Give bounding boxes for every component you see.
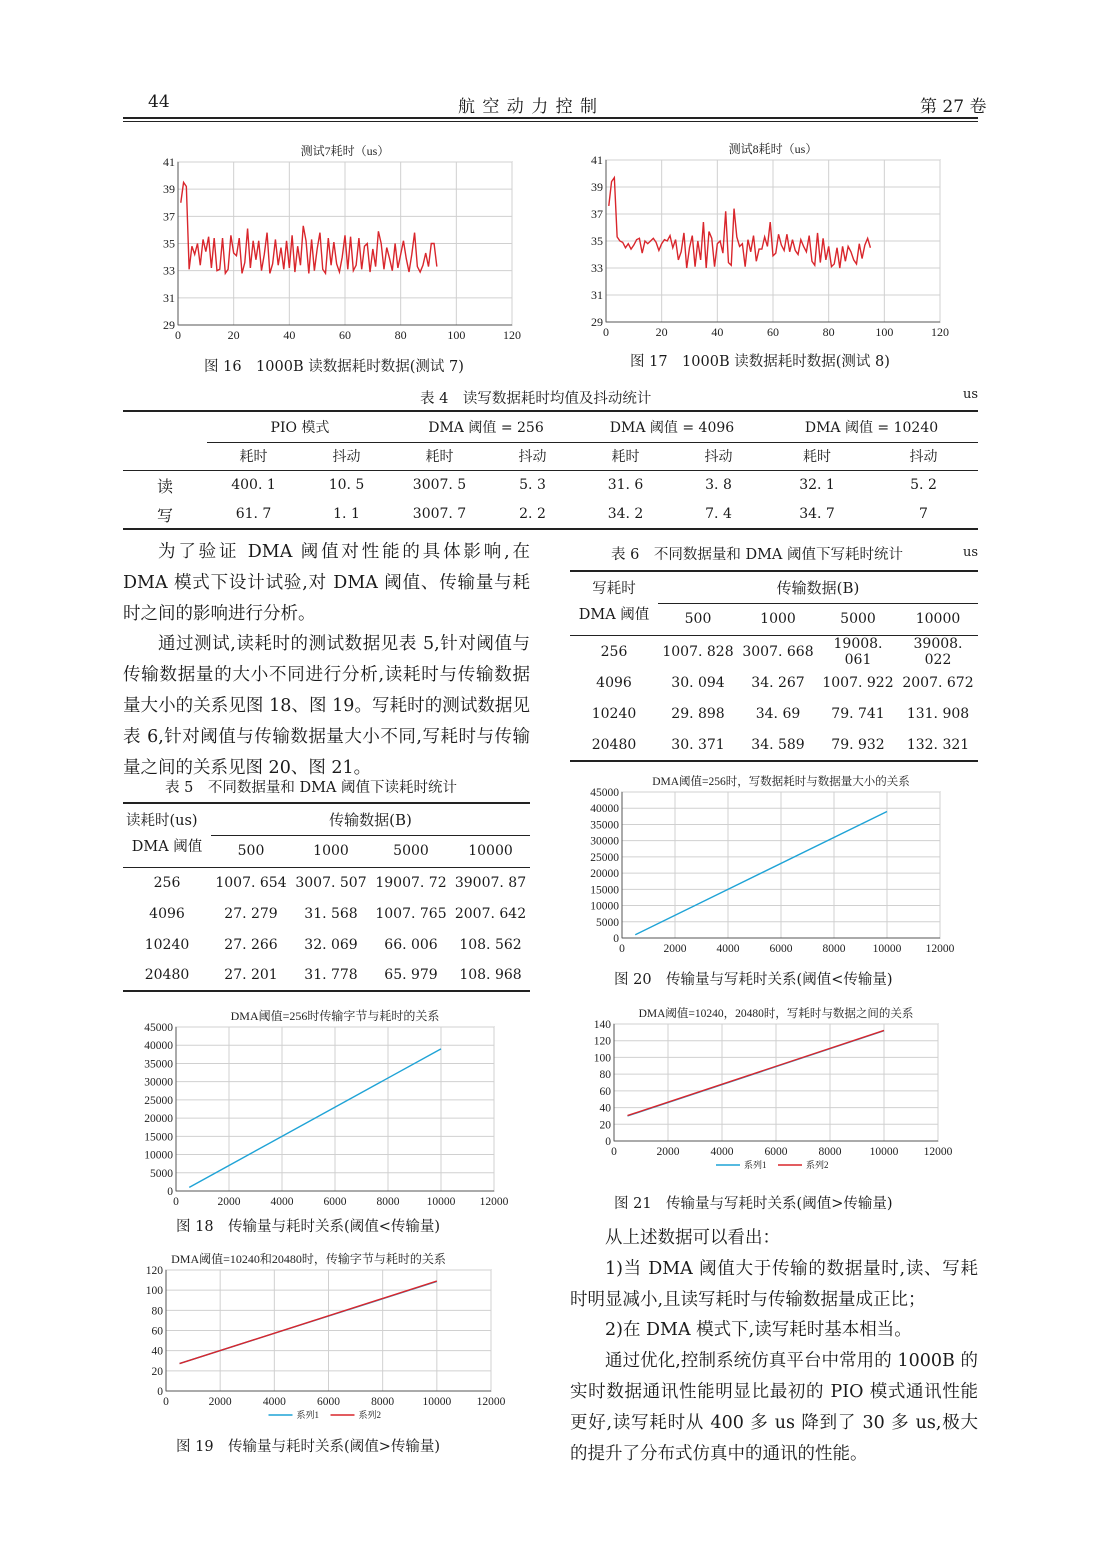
table-cell: 1007. 922 [822,675,894,691]
y-tick-label: 15000 [590,884,619,897]
page-number: 44 [148,92,170,112]
y-tick-label: 40000 [590,803,619,816]
legend-label: 系列1 [744,1160,767,1170]
chart-title: DMA阈值=10240，20480时，写耗时与数据之间的关系 [638,1008,914,1020]
table-cell: 5. 2 [910,477,937,494]
table-cell: 27. 279 [224,905,278,922]
table-cell: 1. 1 [333,506,360,522]
x-tick-label: 40 [283,328,296,342]
table-row [123,470,978,500]
x-tick-label: 20 [227,328,240,342]
x-tick-label: 12000 [923,1146,953,1158]
table-cell: 3007. 507 [295,874,367,891]
y-tick-label: 31 [591,288,603,302]
table-cell: 3. 8 [705,477,732,494]
y-tick-label: 39 [163,182,175,197]
x-tick-label: 4000 [716,943,740,955]
table-row-label: 10240 [591,706,637,722]
table-6-col: 10000 [915,611,961,627]
table-4-row-label: 写 [156,505,173,525]
table-cell: 3007. 5 [412,477,467,494]
table-row [123,867,530,898]
x-tick-label: 100 [447,328,466,342]
table-row-label: 256 [600,643,628,660]
table-cell: 7 [919,506,928,522]
table-4-row-label: 读 [156,476,173,496]
y-tick-label: 100 [593,1052,611,1065]
table-cell: 39008. 022 [913,635,963,668]
table-4-sub: 抖动 [704,449,733,465]
table-cell: 400. 1 [231,477,276,494]
y-tick-label: 37 [163,209,175,224]
chart-title: 测试8耗时（us） [728,142,818,156]
table-4-sub: 抖动 [518,449,547,465]
x-tick-label: 100 [875,325,894,339]
table-cell: 1007. 765 [375,905,447,922]
y-tick-label: 33 [591,261,603,275]
y-tick-label: 35 [591,234,603,248]
figure-17-chart [578,140,958,345]
y-tick-label: 20000 [144,1113,173,1126]
table-cell: 61. 7 [235,506,272,522]
table-4-sub: 耗时 [239,449,268,465]
right-body-text [570,1223,978,1469]
figure-18-caption: 图 18 传输量与耗时关系(阈值<传输量) [176,1219,441,1235]
x-tick-label: 12000 [925,943,955,955]
table-cell: 34. 589 [751,736,805,753]
table-cell: 108. 968 [459,967,522,983]
y-tick-label: 39 [591,180,603,194]
x-tick-label: 0 [175,328,181,342]
chart-title: DMA阈值=256时传输字节与耗时的关系 [230,1009,440,1023]
x-tick-label: 4000 [270,1196,294,1208]
x-tick-label: 0 [611,1146,617,1158]
figure-19-caption: 图 19 传输量与耗时关系(阈值>传输量) [176,1439,441,1455]
x-tick-label: 10000 [426,1196,456,1208]
x-tick-label: 2000 [217,1196,241,1208]
table-row [123,929,530,960]
x-tick-label: 8000 [371,1396,395,1408]
table-cell: 34. 2 [607,506,644,522]
table-cell: 19008. 061 [833,635,883,668]
table-row-label: 256 [153,874,181,891]
y-tick-label: 10000 [590,900,619,913]
y-tick-label: 29 [591,315,603,329]
table-row [570,730,978,761]
x-tick-label: 4000 [710,1146,734,1158]
y-tick-label: 120 [145,1265,163,1277]
table-cell: 34. 267 [751,675,805,691]
x-tick-label: 2000 [208,1396,232,1408]
table-cell: 132. 321 [906,736,970,753]
table-4-group: PIO 模式 [207,411,393,442]
table-row-label: 20480 [591,736,637,753]
y-tick-label: 40 [599,1102,611,1115]
table-cell: 2007. 672 [902,675,974,691]
y-tick-label: 40 [151,1345,163,1358]
x-tick-label: 10000 [869,1146,899,1158]
y-tick-label: 35 [163,236,175,251]
table-4-group: DMA 阈值 = 10240 [765,411,978,442]
table-4-sub: 抖动 [332,449,361,465]
table-cell: 3007. 7 [412,506,467,522]
x-tick-label: 0 [163,1396,169,1408]
chart-title: DMA阈值=10240和20480时，传输字节与耗时的关系 [171,1252,446,1266]
table-6-col: 5000 [840,611,876,627]
y-tick-label: 33 [163,263,175,278]
x-tick-label: 60 [339,328,351,342]
y-tick-label: 10000 [144,1149,173,1162]
x-tick-label: 8000 [376,1196,400,1208]
y-tick-label: 80 [151,1305,163,1318]
table-cell: 1007. 654 [215,874,287,891]
table-cell: 79. 932 [831,736,885,753]
table-cell: 31. 778 [304,967,358,983]
table-5-col: 10000 [468,843,513,859]
y-tick-label: 41 [591,153,603,167]
x-tick-label: 12000 [476,1396,506,1408]
y-tick-label: 30000 [144,1076,173,1089]
table-row [123,500,978,529]
table-row [570,635,978,668]
table-row [123,898,530,929]
table-4-sub: 耗时 [803,449,831,465]
y-tick-label: 80 [599,1069,611,1082]
table-4-group: DMA 阈值 = 256 [393,411,579,442]
figure-18-chart [123,1005,523,1210]
table-6-group: 传输数据(B) [658,571,978,603]
table-cell: 108. 562 [459,936,522,953]
paragraph: 为了验证 DMA 阈值对性能的具体影响,在 DMA 模式下设计试验,对 DMA 阈值、传输量与耗时之间的影响进行分析。 [123,542,530,624]
y-tick-label: 5000 [150,1167,173,1180]
table-4-sub: 耗时 [425,449,454,465]
table-row-label: 4096 [149,905,185,922]
x-tick-label: 12000 [479,1196,509,1208]
table-5-corner-bottom: DMA 阈值 [131,839,203,855]
table-5-col: 500 [237,843,265,859]
y-tick-label: 0 [157,1386,163,1398]
x-tick-label: 80 [394,328,407,342]
volume-label: 第 27 卷 [920,97,987,117]
table-cell: 10. 5 [328,477,365,494]
figure-16-chart [150,140,530,345]
table-cell: 39007. 87 [454,874,527,891]
table-5-corner-top: 读耗时(us) [126,813,198,829]
paragraph: 通过优化,控制系统仿真平台中常用的 1000B 的实时数据通讯性能明显比最初的 PIO 模式通讯性能更好,读写耗时从 400 多 us 降到了 30 多 us,极大的提升了分布式仿真中的通讯的性能。 [570,1351,978,1464]
y-tick-label: 20 [599,1119,611,1132]
table-5-group: 传输数据(B) [211,803,530,835]
x-tick-label: 40 [711,325,724,339]
x-tick-label: 6000 [323,1196,347,1208]
table-cell: 30. 371 [671,736,725,753]
x-tick-label: 6000 [769,943,793,955]
y-tick-label: 20 [151,1365,163,1378]
table-row-label: 4096 [596,675,632,691]
table-cell: 2007. 642 [454,905,527,922]
table-5-col: 5000 [393,843,429,859]
x-tick-label: 6000 [317,1396,340,1408]
y-tick-label: 35000 [144,1058,173,1071]
paragraph: 1)当 DMA 阈值大于传输的数据量时,读、写耗时明显减小,且读写耗时与传输数据量成正比； [570,1258,978,1310]
y-tick-label: 37 [591,207,603,221]
x-tick-label: 10000 [422,1396,452,1408]
table-cell: 31. 568 [304,905,358,922]
y-tick-label: 120 [593,1035,611,1048]
legend-label: 系列2 [358,1410,382,1420]
x-tick-label: 8000 [818,1146,842,1158]
y-tick-label: 41 [163,155,175,169]
y-tick-label: 45000 [144,1022,173,1034]
y-tick-label: 0 [613,933,619,945]
table-cell: 65. 979 [384,967,438,983]
table-4-group: DMA 阈值 = 4096 [579,411,765,442]
x-tick-label: 4000 [262,1396,286,1408]
table-6-col: 500 [684,611,712,627]
header-rule [123,117,978,119]
legend-label: 系列1 [296,1410,320,1420]
y-tick-label: 30000 [590,835,619,848]
x-tick-label: 0 [619,943,625,955]
table-cell: 66. 006 [384,936,438,953]
y-tick-label: 5000 [596,916,619,929]
table-cell: 32. 069 [304,936,358,953]
y-tick-label: 140 [593,1019,611,1031]
table-cell: 2. 2 [519,506,546,522]
x-tick-label: 60 [767,325,779,339]
figure-20-caption: 图 20 传输量与写耗时关系(阈值<传输量) [614,972,893,988]
x-tick-label: 120 [503,328,521,342]
table-4-sub: 抖动 [909,449,938,465]
y-tick-label: 25000 [590,851,619,864]
table-cell: 5. 3 [519,477,546,494]
table-6-unit: us [963,545,979,560]
table-cell: 19007. 72 [375,874,447,891]
figure-17-caption: 图 17 1000B 读数据耗时数据(测试 8) [630,354,890,370]
table-4-corner [123,411,207,442]
chart-title: 测试7耗时（us） [300,144,390,158]
y-tick-label: 60 [599,1085,611,1098]
y-tick-label: 31 [163,290,175,305]
table-5-col: 1000 [313,843,349,859]
y-tick-label: 40000 [144,1040,173,1053]
table-row [570,668,978,699]
table-4-unit: us [963,387,979,402]
journal-title: 航 空 动 力 控 制 [458,97,599,117]
y-tick-label: 0 [167,1186,173,1198]
table-cell: 79. 741 [831,706,885,722]
chart-title: DMA阈值=256时，写数据耗时与数据量大小的关系 [652,776,910,788]
table-row-label: 20480 [144,967,190,983]
table-row [123,960,530,991]
x-tick-label: 10000 [872,943,902,955]
table-cell: 27. 266 [224,936,278,953]
table-row-label: 10240 [144,936,190,953]
table-cell: 34. 7 [799,506,835,522]
x-tick-label: 8000 [822,943,846,955]
paragraph: 通过测试,读耗时的测试数据见表 5,针对阈值与传输数据量的大小不同进行分析,读耗时与传输数据量大小的关系见图 18、图 19。写耗时的测试数据见表 6,针对阈值与传输数据量大小不同,写耗时与传输量之间的关系见图 20、图 21。 [123,634,530,778]
table-cell: 29. 898 [671,706,725,722]
table-5 [123,802,530,992]
table-cell: 30. 094 [671,675,725,691]
paragraph: 从上述数据可以看出： [605,1228,780,1248]
table-cell: 3007. 668 [742,643,814,660]
x-tick-label: 2000 [663,943,687,955]
x-tick-label: 20 [655,325,668,339]
table-6 [570,570,978,762]
x-tick-label: 120 [931,325,949,339]
figure-21-chart [575,1003,975,1188]
y-tick-label: 20000 [590,868,619,881]
table-6-corner-bottom: DMA 阈值 [578,607,650,623]
table-4-title: 表 4 读写数据耗时均值及抖动统计 [420,391,652,407]
table-6-title: 表 6 不同数据量和 DMA 阈值下写耗时统计 [611,547,903,563]
table-cell: 32. 1 [799,477,835,494]
figure-16-caption: 图 16 1000B 读数据耗时数据(测试 7) [204,359,464,375]
table-6-corner-top: 写耗时 [592,581,636,597]
table-5-title: 表 5 不同数据量和 DMA 阈值下读耗时统计 [165,780,457,796]
table-6-col: 1000 [760,611,796,627]
y-tick-label: 45000 [590,787,619,799]
y-tick-label: 35000 [590,819,619,832]
table-cell: 31. 6 [607,477,644,494]
table-cell: 131. 908 [906,706,970,722]
x-tick-label: 6000 [764,1146,788,1158]
table-cell: 1007. 828 [662,643,734,660]
x-tick-label: 0 [603,325,609,339]
y-tick-label: 15000 [144,1131,173,1144]
figure-21-caption: 图 21 传输量与写耗时关系(阈值>传输量) [614,1196,893,1212]
left-body-text [123,537,530,783]
table-row [570,699,978,730]
y-tick-label: 0 [605,1136,611,1148]
y-tick-label: 25000 [144,1094,173,1107]
x-tick-label: 0 [173,1196,179,1208]
table-cell: 7. 4 [705,506,732,522]
figure-20-chart [575,772,975,962]
table-4 [123,410,978,530]
table-cell: 27. 201 [224,967,278,983]
x-tick-label: 80 [822,325,835,339]
legend-label: 系列2 [806,1160,829,1170]
y-tick-label: 100 [145,1285,163,1298]
header-rule-thin [123,121,978,122]
table-cell: 34. 69 [755,706,801,722]
paragraph: 2)在 DMA 模式下,读写耗时基本相当。 [605,1320,912,1341]
table-4-sub: 耗时 [611,449,640,465]
x-tick-label: 2000 [656,1146,680,1158]
y-tick-label: 29 [163,318,175,332]
y-tick-label: 60 [151,1325,163,1338]
figure-19-chart [123,1250,523,1430]
